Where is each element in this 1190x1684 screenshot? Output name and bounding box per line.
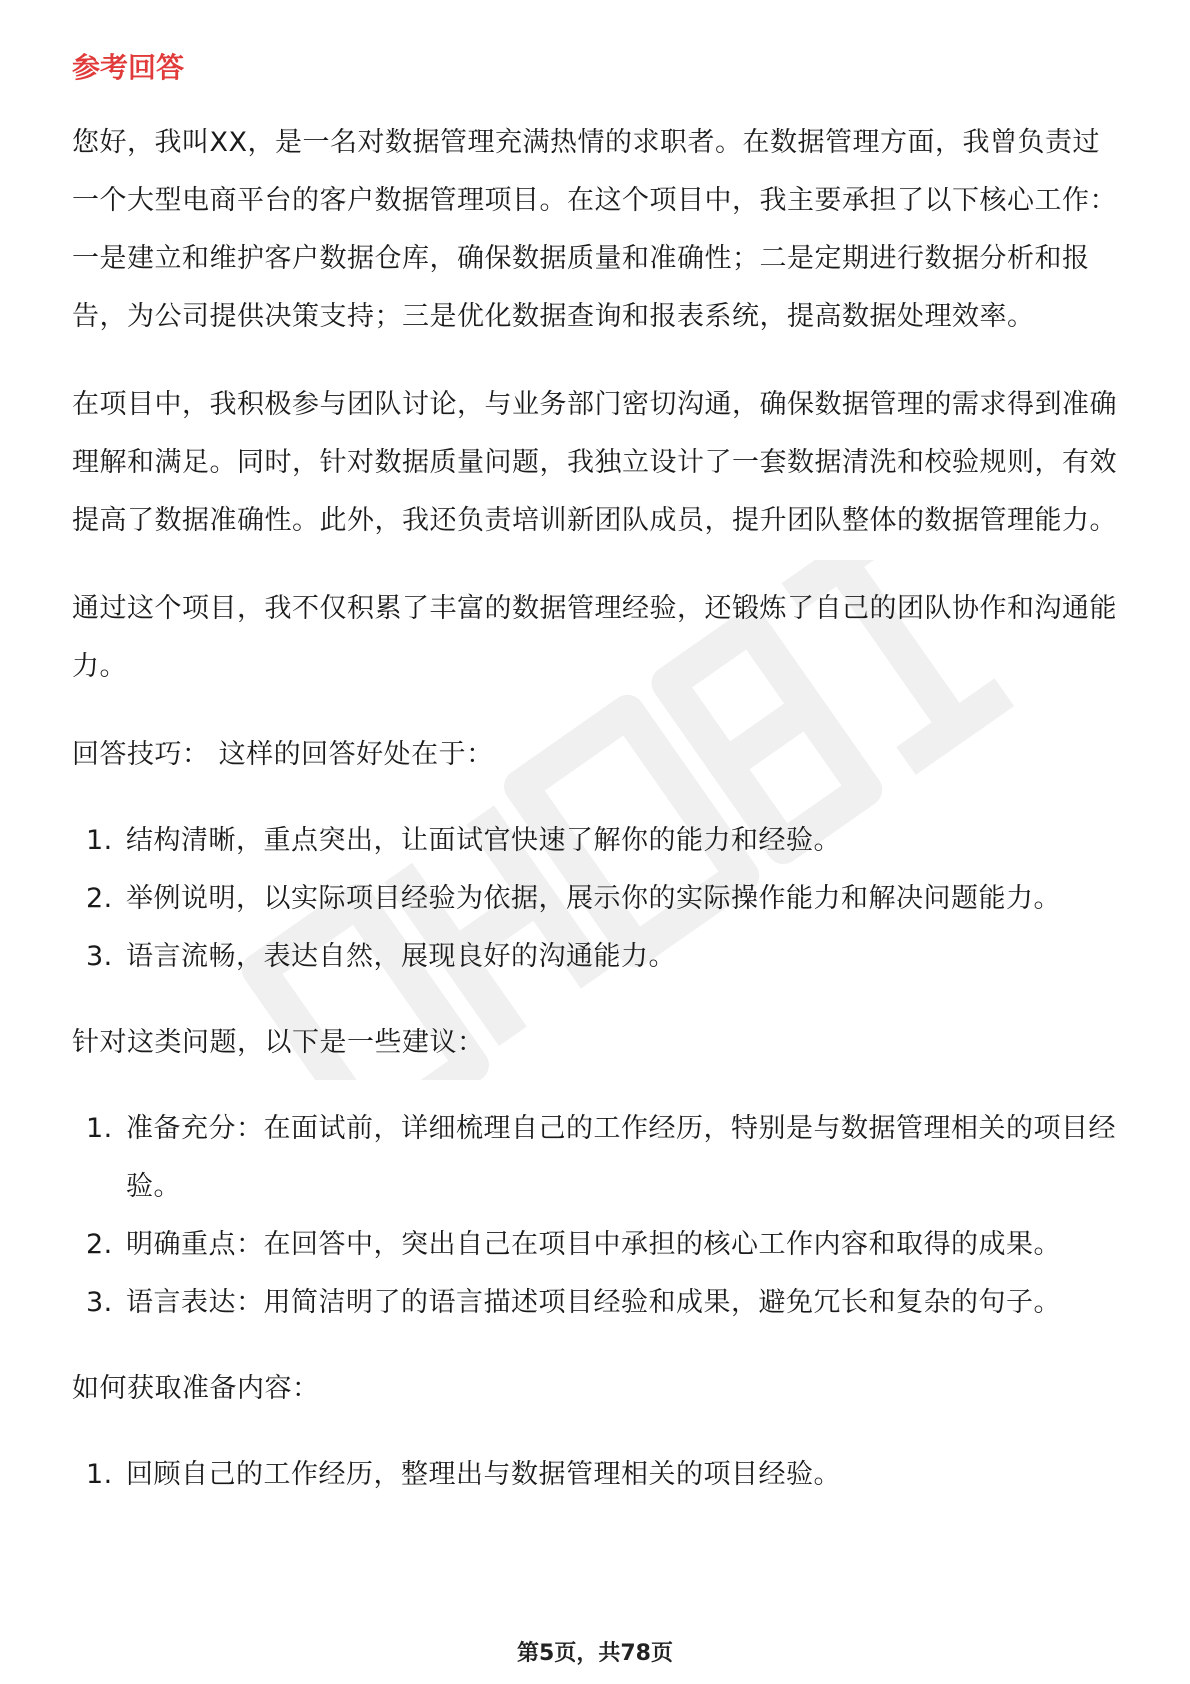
list-item — [72, 1446, 1122, 1504]
list-item-text: 语言表达：用简洁明了的语言描述项目经验和成果，避免冗长和复杂的句子。 — [126, 1287, 1061, 1318]
list-item-text: 结构清晰，重点突出，让面试官快速了解你的能力和经验。 — [126, 825, 841, 856]
tips-list — [72, 812, 1122, 986]
list-item-text: 明确重点：在回答中，突出自己在项目中承担的核心工作内容和取得的成果。 — [126, 1229, 1061, 1260]
answer-paragraph: 通过这个项目，我不仅积累了丰富的数据管理经验，还锻炼了自己的团队协作和沟通能力。 — [72, 593, 1117, 682]
list-item-text: 举例说明，以实际项目经验为依据，展示你的实际操作能力和解决问题能力。 — [126, 883, 1061, 914]
prep-label: 如何获取准备内容： — [72, 1373, 320, 1404]
list-item-text: 语言流畅，表达自然，展现良好的沟通能力。 — [126, 941, 676, 972]
list-item — [72, 1100, 1122, 1216]
list-item — [72, 1274, 1122, 1332]
list-number: 3. — [86, 1287, 113, 1318]
list-item — [72, 812, 1122, 870]
advice-label: 针对这类问题，以下是一些建议： — [72, 1027, 485, 1058]
list-number: 1. — [86, 1459, 113, 1490]
list-item-text: 准备充分：在面试前，详细梳理自己的工作经历，特别是与数据管理相关的项目经验。 — [126, 1113, 1116, 1202]
prep-list — [72, 1446, 1122, 1504]
list-item — [72, 1216, 1122, 1274]
advice-list — [72, 1100, 1122, 1332]
list-number: 2. — [86, 883, 113, 914]
list-item — [72, 870, 1122, 928]
list-item — [72, 928, 1122, 986]
list-number: 3. — [86, 941, 113, 972]
page-footer: 第5页，共78页 — [517, 1641, 673, 1666]
answer-paragraph: 在项目中，我积极参与团队讨论，与业务部门密切沟通，确保数据管理的需求得到准确理解和满足。同时，针对数据质量问题，我独立设计了一套数据清洗和校验规则，有效提高了数据准确性。此外，我还负责培训新团队成员，提升团队整体的数据管理能力。 — [72, 389, 1117, 536]
answer-paragraph: 您好，我叫XX，是一名对数据管理充满热情的求职者。在数据管理方面，我曾负责过一个大型电商平台的客户数据管理项目。在这个项目中，我主要承担了以下核心工作：一是建立和维护客户数据仓库，确保数据质量和准确性；二是定期进行数据分析和报告，为公司提供决策支持；三是优化数据查询和报表系统，提高数据处理效率。 — [72, 127, 1117, 332]
section-title: 参考回答 — [72, 51, 185, 84]
document-content — [72, 48, 1122, 1532]
list-item-text: 回顾自己的工作经历，整理出与数据管理相关的项目经验。 — [126, 1459, 841, 1490]
list-number: 1. — [86, 1113, 113, 1144]
list-number: 1. — [86, 825, 113, 856]
list-number: 2. — [86, 1229, 113, 1260]
tips-label: 回答技巧： 这样的回答好处在于： — [72, 739, 494, 770]
